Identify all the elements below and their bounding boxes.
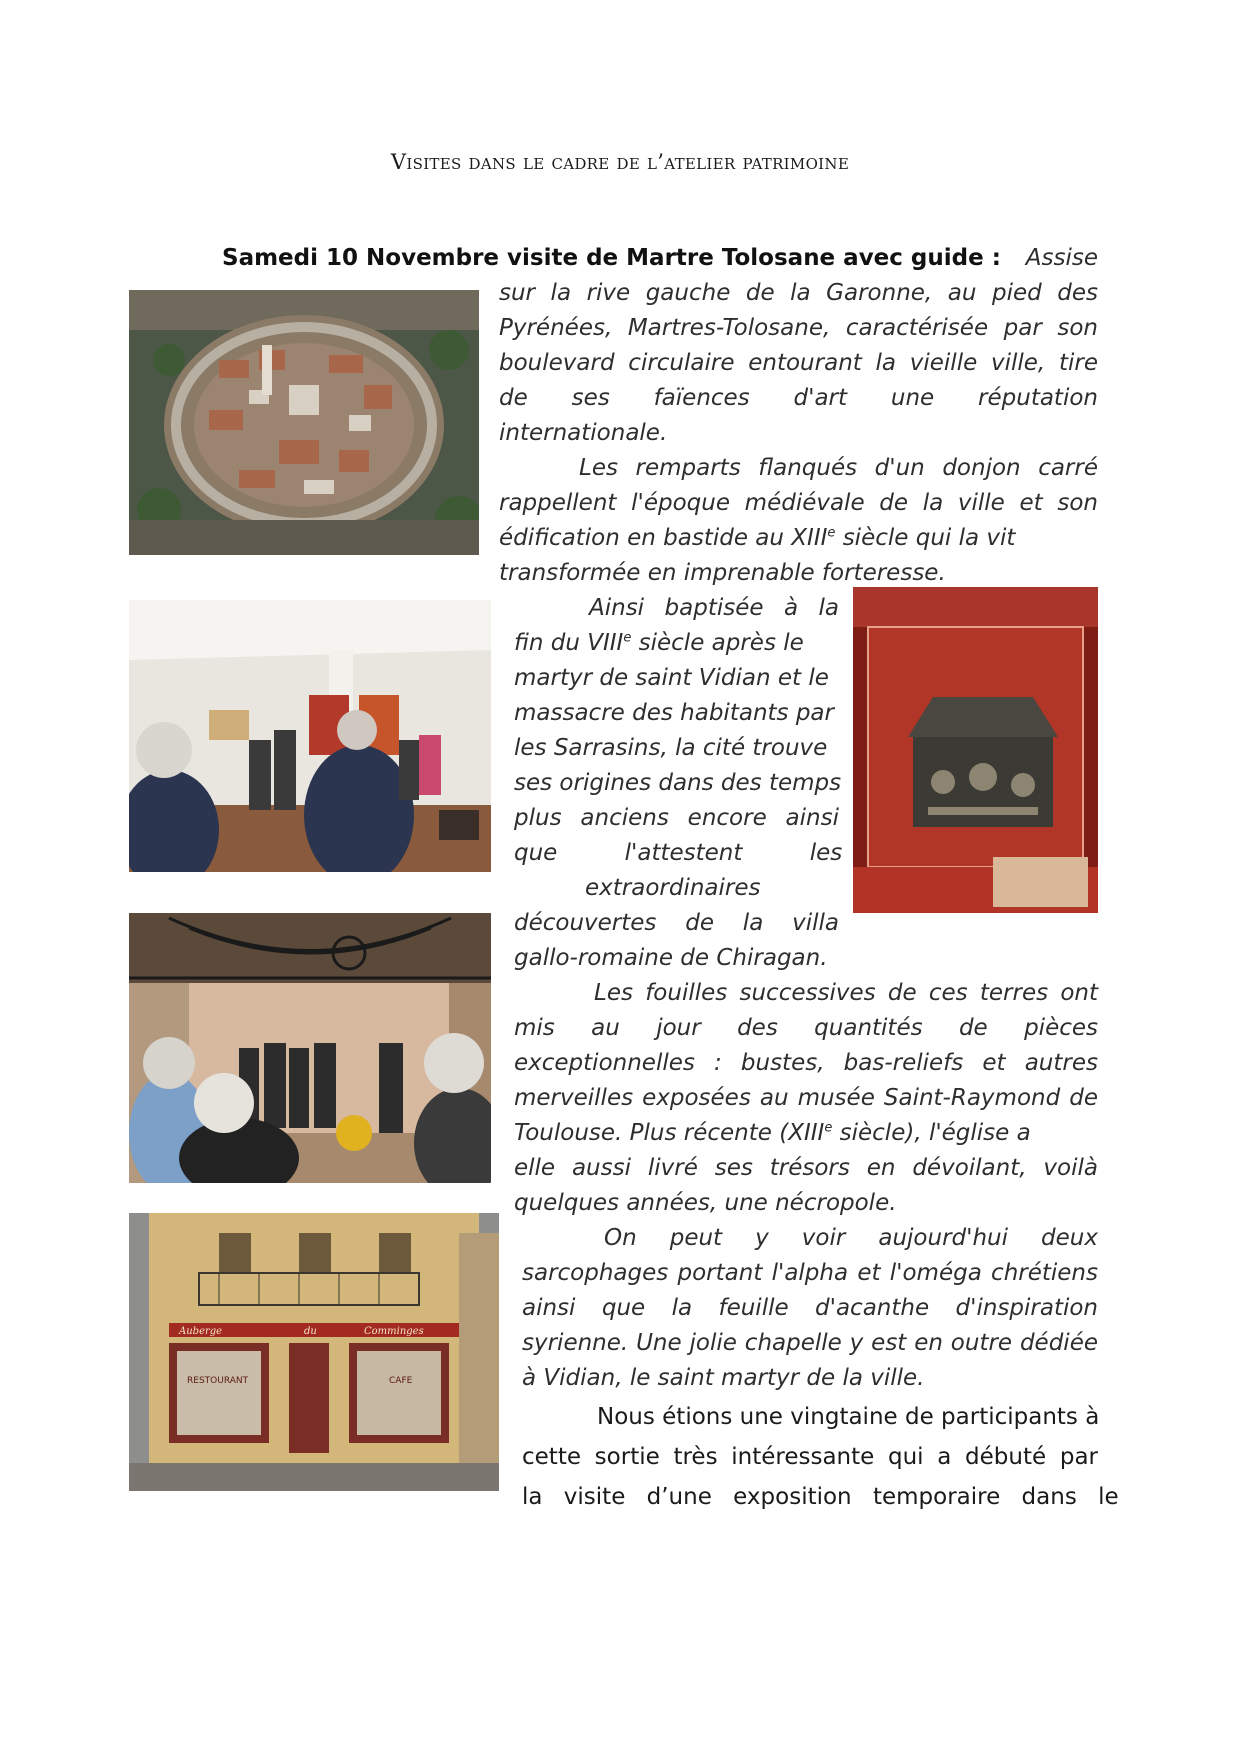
- superscript: e: [827, 525, 836, 541]
- p5-line: On peut y voir aujourd'hui deux: [604, 1225, 1098, 1251]
- p1-line: internationale.: [499, 420, 668, 446]
- p2-text: édification en bastide au XIII: [499, 525, 828, 551]
- intro-line: [222, 241, 1098, 275]
- window-text: RESTOURANT: [187, 1376, 249, 1386]
- auberge-facade-photo: [129, 1213, 499, 1491]
- p3-line: que l'attestent les: [514, 840, 843, 866]
- p2-text: siècle qui la vit: [835, 525, 1016, 551]
- reliquary-showcase-photo: [853, 587, 1098, 913]
- superscript: e: [824, 1120, 833, 1136]
- sign-comminges: Comminges: [364, 1326, 424, 1337]
- p2-line: transformée en imprenable forteresse.: [499, 560, 946, 586]
- p1-line: Pyrénées, Martres-Tolosane, caractérisée par son: [499, 315, 1098, 341]
- p3-line: ses origines dans des temps: [514, 770, 842, 796]
- p4-text: siècle), l'église a: [832, 1120, 1031, 1146]
- p6-line: cette sortie très intéressante qui a débuté par: [522, 1444, 1098, 1470]
- p4-line: Les fouilles successives de ces terres ont: [594, 980, 1098, 1006]
- p2-line: Les remparts flanqués d'un donjon carré: [579, 455, 1098, 481]
- aerial-view-photo: [129, 290, 479, 555]
- p5-line: syrienne. Une jolie chapelle y est en outre dédiée: [522, 1330, 1098, 1356]
- p4-line: exceptionnelles : bustes, bas-reliefs et autres: [514, 1050, 1098, 1076]
- p2-line: rappellent l'époque médiévale de la ville et son: [499, 490, 1098, 516]
- window-text-right: CAFE: [389, 1376, 413, 1386]
- p4-text: Toulouse. Plus récente (XIII: [514, 1120, 825, 1146]
- p3-line: martyr de saint Vidian et le: [514, 665, 829, 691]
- p3-line: massacre des habitants par: [514, 700, 834, 726]
- p6-line: Nous étions une vingtaine de participants à: [597, 1404, 1100, 1430]
- p5-line: sarcophages portant l'alpha et l'oméga chrétiens: [522, 1260, 1098, 1286]
- p3-line: [514, 626, 839, 660]
- sign-auberge: Auberge: [179, 1326, 223, 1337]
- p6-line: la visite d’une exposition temporaire dans le: [522, 1484, 1119, 1510]
- p4-line: quelques années, une nécropole.: [514, 1190, 897, 1216]
- page-title: Visites dans le cadre de l’atelier patrimoine: [390, 150, 850, 174]
- p3-text: fin du VIII: [514, 630, 624, 656]
- p3-line: extraordinaires: [585, 875, 761, 901]
- p5-line: ainsi que la feuille d'acanthe d'inspiration: [522, 1295, 1098, 1321]
- sign-du: du: [304, 1326, 317, 1337]
- p2-line: [499, 521, 1098, 555]
- p1-line: boulevard circulaire entourant la vieille ville, tire: [499, 350, 1098, 376]
- p1-line: de ses faïences d'art une réputation: [499, 385, 1098, 411]
- p4-line: merveilles exposées au musée Saint-Raymond de: [514, 1085, 1098, 1111]
- p5-line: à Vidian, le saint martyr de la ville.: [522, 1365, 925, 1391]
- p4-line: mis au jour des quantités de pièces: [514, 1015, 1098, 1041]
- p4-line: elle aussi livré ses trésors en dévoilant, voilà: [514, 1155, 1098, 1181]
- church-gate-group-photo: [129, 913, 491, 1183]
- p3-line: les Sarrasins, la cité trouve: [514, 735, 828, 761]
- p3-line: découvertes de la villa: [514, 910, 839, 936]
- intro-lead: Samedi 10 Novembre visite de Martre Tolosane avec guide :: [222, 245, 1001, 271]
- p1-line: sur la rive gauche de la Garonne, au pied des: [499, 280, 1098, 306]
- gallery-visit-photo: [129, 600, 491, 872]
- p3-line: Ainsi baptisée à la: [589, 595, 839, 621]
- p3-text: siècle après le: [631, 630, 804, 656]
- p4-line: [514, 1116, 1098, 1150]
- intro-lead-continuation: Assise: [1025, 245, 1098, 271]
- p3-line: gallo-romaine de Chiragan.: [514, 945, 828, 971]
- superscript: e: [623, 630, 632, 646]
- p3-line: plus anciens encore ainsi: [514, 805, 839, 831]
